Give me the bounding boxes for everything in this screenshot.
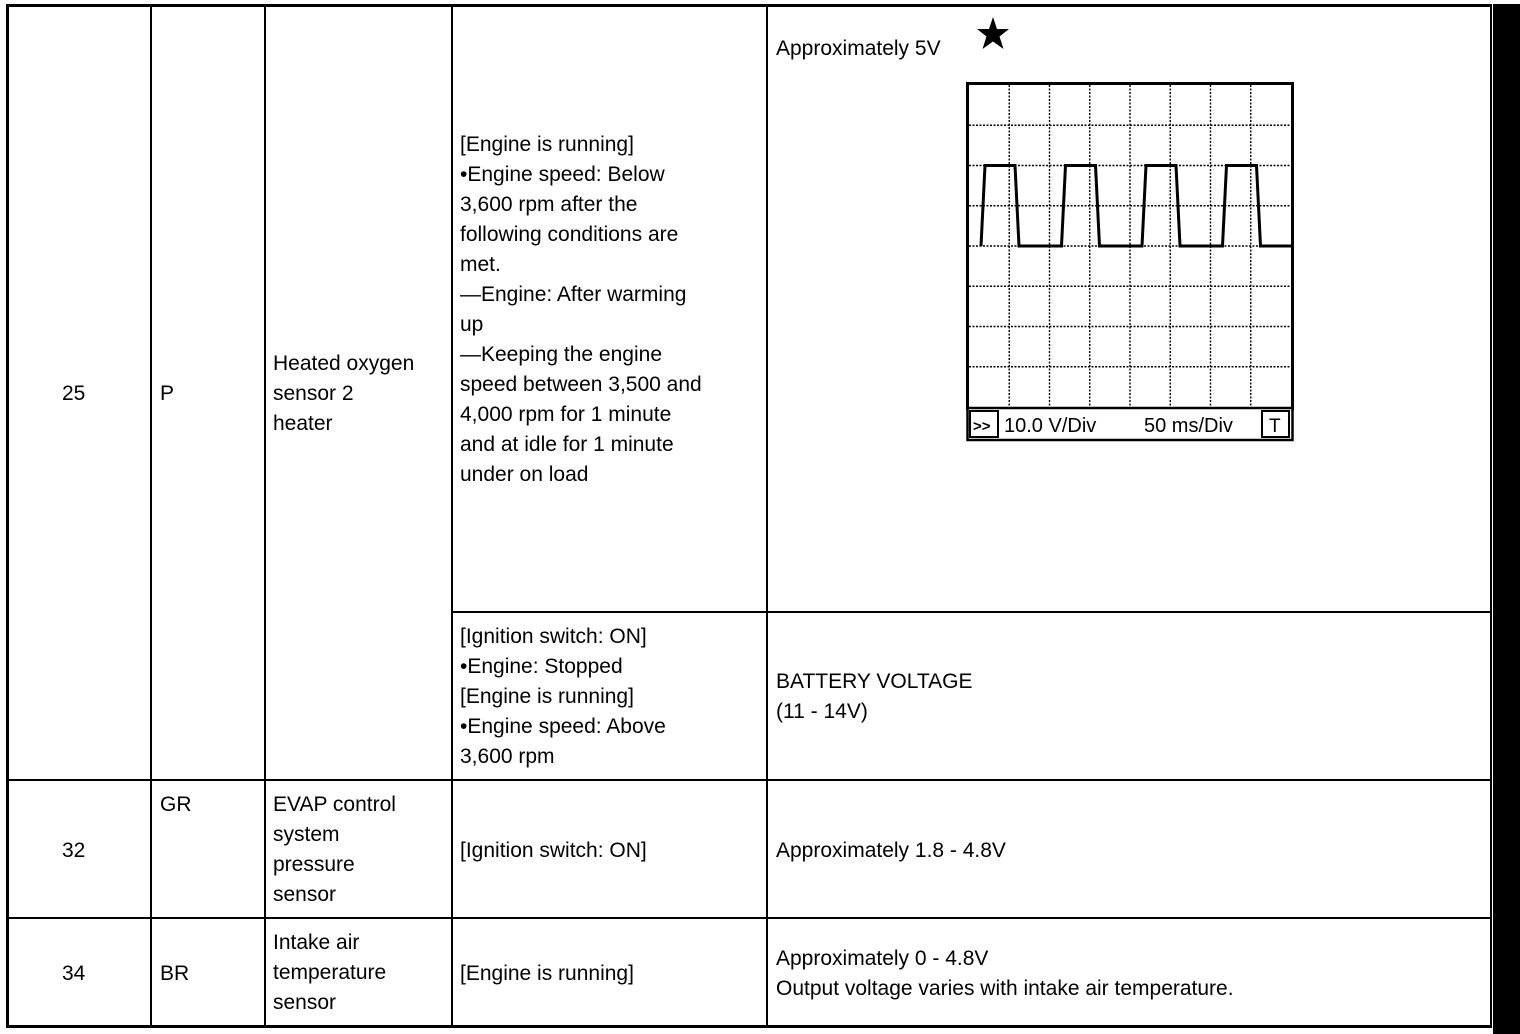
condition-line: following conditions are	[460, 223, 679, 246]
column-divider-4	[766, 4, 768, 1028]
item-line: heater	[273, 412, 333, 435]
subrow-divider	[451, 611, 1492, 613]
item-line: pressure	[273, 853, 355, 876]
condition-line: 3,600 rpm	[460, 745, 555, 768]
condition-line: met.	[460, 253, 501, 276]
wire-color: P	[160, 382, 175, 405]
condition-line: •Engine speed: Above	[460, 715, 666, 738]
oscilloscope-waveform	[966, 82, 1294, 444]
item-line: sensor	[273, 883, 337, 906]
condition-line: [Engine is running]	[460, 685, 634, 708]
value-line: Output voltage varies with intake air temperature.	[776, 977, 1234, 1000]
trigger-label: T	[1269, 416, 1281, 437]
condition-line: —Keeping the engine	[460, 343, 662, 366]
row-divider-1	[6, 779, 1492, 781]
condition-line: 3,600 rpm after the	[460, 193, 638, 216]
condition-line: •Engine: Stopped	[460, 655, 623, 678]
item-line: system	[273, 823, 340, 846]
item-line: sensor	[273, 991, 337, 1014]
run-indicator: >>	[973, 418, 991, 435]
value-line: (11 - 14V)	[776, 700, 868, 723]
condition-line: under on load	[460, 463, 589, 486]
time-per-div-label: 50 ms/Div	[1144, 415, 1233, 437]
item-description	[273, 349, 414, 439]
item-description	[273, 928, 386, 1018]
condition-text: [Ignition switch: ON]	[460, 839, 647, 862]
condition-line: up	[460, 313, 484, 336]
value-line: BATTERY VOLTAGE	[776, 670, 973, 693]
terminal-number: 25	[62, 382, 86, 405]
value-text	[776, 944, 1234, 1004]
page-edge-border	[1493, 4, 1520, 1034]
condition-line: and at idle for 1 minute	[460, 433, 674, 456]
value-text: Approximately 1.8 - 4.8V	[776, 839, 1006, 862]
item-line: EVAP control	[273, 793, 396, 816]
condition-text	[460, 130, 702, 490]
volts-per-div-label: 10.0 V/Div	[1004, 415, 1097, 437]
condition-line: —Engine: After warming	[460, 283, 687, 306]
value-line: Approximately 0 - 4.8V	[776, 947, 989, 970]
item-line: temperature	[273, 961, 387, 984]
condition-line: [Engine is running]	[460, 133, 634, 156]
item-line: sensor 2	[273, 382, 354, 405]
condition-line: speed between 3,500 and	[460, 373, 702, 396]
wire-color: GR	[160, 793, 192, 816]
column-divider-3	[451, 4, 453, 1028]
condition-line: 4,000 rpm for 1 minute	[460, 403, 672, 426]
terminal-number: 32	[62, 839, 86, 862]
item-line: Intake air	[273, 931, 360, 954]
table-right-border	[1490, 4, 1492, 1028]
value-text	[776, 667, 972, 727]
item-description	[273, 790, 396, 910]
condition-line: [Ignition switch: ON]	[460, 625, 647, 648]
table-top-border	[6, 4, 1492, 7]
condition-line: •Engine speed: Below	[460, 163, 665, 186]
condition-text: [Engine is running]	[460, 962, 634, 985]
table-bottom-border	[6, 1025, 1492, 1028]
star-icon	[976, 16, 1010, 52]
table-left-border	[6, 4, 9, 1028]
value-text: Approximately 5V	[776, 37, 941, 60]
row-divider-2	[6, 917, 1492, 919]
item-line: Heated oxygen	[273, 352, 415, 375]
column-divider-2	[264, 4, 266, 1028]
wire-color: BR	[160, 962, 190, 985]
terminal-number: 34	[62, 962, 86, 985]
column-divider-1	[150, 4, 152, 1028]
condition-text	[460, 622, 666, 772]
